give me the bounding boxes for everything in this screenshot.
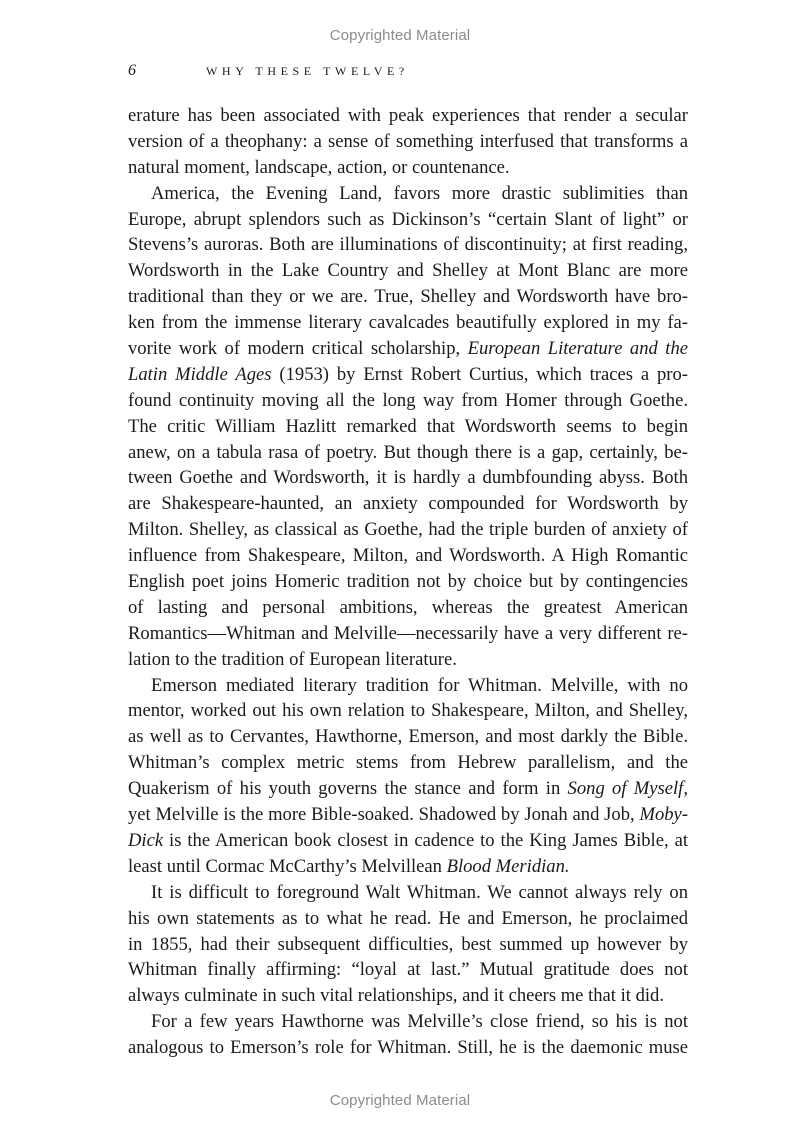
text-run: English poet joins Homeric tradition not by choice but by contingencies [128, 571, 688, 593]
text-line [128, 595, 688, 621]
text-run: Europe, abrupt splendors such as Dickinson’s “certain Slant of light” or [128, 208, 688, 230]
text-run: traditional than they or we are. True, Shelley and Wordsworth have bro- [128, 286, 688, 308]
text-run: America, the Evening Land, favors more drastic sublimities than [151, 182, 688, 204]
text-run: yet Melville is the more Bible-soaked. Shadowed by Jonah and Job, [128, 804, 640, 826]
italic-title: Song of Myself, [567, 778, 688, 800]
text-run: (1953) by Ernst Robert Curtius, which traces a pro- [271, 363, 688, 385]
text-run: natural moment, landscape, action, or countenance. [128, 156, 510, 178]
text-line [128, 491, 688, 517]
text-line [128, 207, 688, 233]
text-line [128, 336, 688, 362]
body-text [128, 103, 688, 1061]
text-run: version of a theophany: a sense of something interfused that transforms a [128, 130, 688, 152]
text-line [128, 388, 688, 414]
text-line [128, 232, 688, 258]
text-run: found continuity moving all the long way from Homer through Goethe. [128, 389, 688, 411]
text-run: of lasting and personal ambitions, whereas the greatest American [128, 596, 688, 618]
text-run: analogous to Emerson’s role for Whitman. Still, he is the daemonic muse [128, 1037, 688, 1059]
text-line [128, 440, 688, 466]
text-line [128, 750, 688, 776]
text-run: erature has been associated with peak experiences that render a secular [128, 105, 688, 126]
text-run: always culminate in such vital relationships, and it cheers me that it did. [128, 985, 664, 1007]
text-run: lation to the tradition of European literature. [128, 648, 457, 670]
text-run: is the American book closest in cadence to the King James Bible, at [163, 829, 688, 851]
text-line [128, 698, 688, 724]
text-line [128, 828, 688, 854]
italic-title: Blood Meridian. [446, 855, 570, 877]
running-title: WHY THESE TWELVE? [206, 64, 409, 78]
paragraph [128, 673, 688, 880]
text-line [128, 1035, 688, 1061]
running-head [128, 62, 688, 84]
text-line [128, 957, 688, 983]
text-run: Wordsworth in the Lake Country and Shelley at Mont Blanc are more [128, 260, 688, 282]
text-run: anew, on a tabula rasa of poetry. But though there is a gap, certainly, be- [128, 441, 688, 463]
paragraph [128, 880, 688, 1009]
text-line [128, 155, 688, 181]
text-line [128, 258, 688, 284]
text-run: Emerson mediated literary tradition for Whitman. Melville, with no [151, 674, 688, 696]
text-run: Romantics—Whitman and Melville—necessarily have a very different re- [128, 622, 688, 644]
text-run: are Shakespeare-haunted, an anxiety compounded for Wordsworth by [128, 493, 688, 515]
italic-title: European Literature and the [467, 338, 688, 360]
text-run: Whitman finally affirming: “loyal at last.” Mutual gratitude does not [128, 959, 688, 981]
text-run: Quakerism of his youth governs the stance and form in [128, 778, 568, 800]
text-line [128, 181, 688, 207]
text-line [128, 465, 688, 491]
text-run: influence from Shakespeare, Milton, and Wordsworth. A High Romantic [128, 545, 688, 567]
copyright-watermark-bottom: Copyrighted Material [329, 1092, 471, 1109]
text-run: vorite work of modern critical scholarship, [128, 338, 468, 360]
text-line [128, 621, 688, 647]
text-line [128, 362, 688, 388]
text-run: mentor, worked out his own relation to Shakespeare, Milton, and Shelley, [128, 700, 688, 722]
text-run: The critic William Hazlitt remarked that Wordsworth seems to begin [128, 415, 688, 437]
paragraph [128, 103, 688, 181]
text-line [128, 983, 688, 1009]
text-run: his own statements as to what he read. He and Emerson, he proclaimed [128, 907, 688, 929]
text-line [128, 517, 688, 543]
text-line [128, 310, 688, 336]
text-run: tween Goethe and Wordsworth, it is hardly a dumbfounding abyss. Both [128, 467, 688, 489]
italic-title: Moby- [639, 804, 688, 826]
text-run: Stevens’s auroras. Both are illuminations of discontinuity; at first reading, [128, 234, 688, 256]
text-line [128, 854, 688, 880]
text-run: least until Cormac McCarthy’s Melvillean [128, 855, 447, 877]
text-line [128, 880, 688, 906]
text-line [128, 103, 688, 129]
text-run: For a few years Hawthorne was Melville’s close friend, so his is not [151, 1011, 688, 1033]
text-line [128, 543, 688, 569]
text-line [128, 776, 688, 802]
text-line [128, 673, 688, 699]
paragraph [128, 1009, 688, 1061]
text-line [128, 129, 688, 155]
text-run: Milton. Shelley, as classical as Goethe, had the triple burden of anxiety of [128, 519, 688, 541]
text-run: It is difficult to foreground Walt Whitman. We cannot always rely on [151, 881, 688, 903]
text-line [128, 724, 688, 750]
text-line [128, 932, 688, 958]
italic-title: Latin Middle Ages [128, 363, 272, 385]
text-line [128, 647, 688, 673]
text-run: ken from the immense literary cavalcades beautifully explored in my fa- [128, 312, 688, 334]
text-run: in 1855, had their subsequent difficulties, best summed up however by [128, 933, 688, 955]
paragraph [128, 181, 688, 673]
text-run: Whitman’s complex metric stems from Hebrew parallelism, and the [128, 752, 688, 774]
text-line [128, 1009, 688, 1035]
text-line [128, 569, 688, 595]
italic-title: Dick [128, 829, 164, 851]
text-line [128, 906, 688, 932]
text-line [128, 414, 688, 440]
page-number: 6 [128, 62, 136, 79]
text-line [128, 284, 688, 310]
copyright-watermark-top: Copyrighted Material [329, 27, 471, 44]
text-run: as well as to Cervantes, Hawthorne, Emerson, and most darkly the Bible. [128, 726, 688, 748]
text-line [128, 802, 688, 828]
